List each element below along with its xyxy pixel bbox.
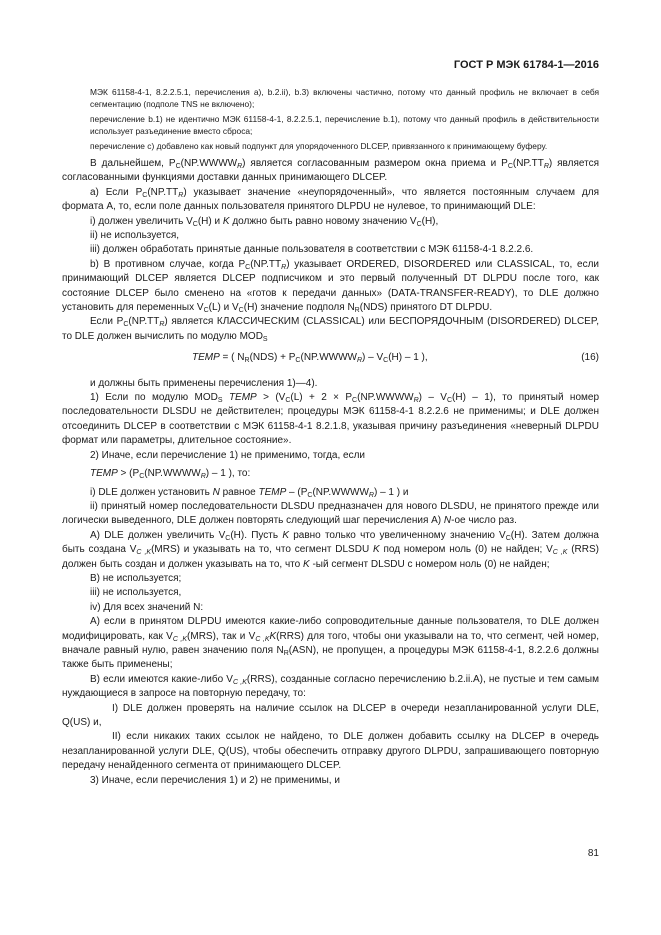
equation-number: (16) — [581, 352, 599, 364]
note-2: перечисление b.1) не идентично МЭК 61158-4-1, 8.2.2.5.1, перечисление b.1), потому что данный профиль в действительности использует разъединение вместо сброса; — [90, 114, 599, 136]
item-iv-A: А) если в принятом DLPDU имеются какие-либо сопроводительные данные пользователя, то DLE должен модифицировать, как $V_{C ,K}(MRS)$, так и $V_{C ,K}K(RRS)$ для того, чтобы они указывали на то, что сегмент, чей номер, вначале равный нулю, равен значению поля $N_R(ASN)$, не пропущен, а процедуры МЭК 61158-4-1, 8.2.2.6 должны также быть применены; — [62, 616, 599, 671]
equation-16 — [62, 351, 599, 365]
item-2-A: А) DLE должен увеличить $V_C(H)$. Пусть K равно только что увеличенному значению $V_C(H)$. Затем должна быть создана $V_{C ,K}(MRS)$ и указывать на то, что сегмент DLSDU K под номером ноль (0) не найден; $V_{C ,K}$ (RRS) должен быть создан и должен указывать на то, что K -ый сегмент DLSDU с номером ноль (0) не найден; — [62, 529, 599, 570]
paragraph-a: а) Если $P_C(NP.TT_R)$ указывает значение «неупорядоченный», что является постоянным случаем для формата А, то, если поле данных пользователя принятого DLPDU не нулевое, то принимающий DLE: — [62, 186, 599, 213]
page-content — [62, 87, 599, 788]
item-2-B: В) не используется; — [90, 572, 182, 584]
equation-body: TEMP = ( $N_R(NDS)$ + $P_C(NP.WWWW_R) - V_C(H) - 1$ ), — [192, 352, 428, 364]
document-header: ГОСТ Р МЭК 61784-1—2016 — [453, 59, 599, 71]
item-2-i: i) DLE должен установить N равное TEMP – ($P_C(NP.WWWW_R) - 1$ ) и — [90, 486, 409, 499]
page-number: 81 — [587, 848, 599, 859]
item-i: i) должен увеличить $V_C(H)$ и K должно быть равно новому значению $V_C(H)$, — [90, 215, 439, 228]
paragraph-2-condition: TEMP > ($P_C(NP.WWWW_R) - 1$ ), то: — [90, 468, 251, 480]
paragraph-3: 3) Иначе, если перечисления 1) и 2) не применимы, и — [90, 774, 340, 786]
paragraph-classical: Если $P_C(NP.TT_R)$ является КЛАССИЧЕСКИМ (CLASSICAL) или БЕСПОРЯДОЧНЫМ (DISORDERED) DLCEP, то DLE должен вычислить по модулю $MOD_S$ — [62, 316, 599, 343]
item-iv: iv) Для всех значений N: — [90, 601, 204, 613]
paragraph-1: 1) Если по модулю $MOD_S$ TEMP > ($V_C(L) + 2$ × $P_C(NP.WWWW_R) - V_C(H) - 1$), то принятый номер последовательности DLSDU не действителен; процедуры МЭК 61158-4-1 8.2.2.6 не применимы; и DLE должен отсоединить DLCEP в соответствии с МЭК 61158-4-1 8.2.1.8, указывая причину разъединения «неверный DLPDU формат или параметры, длительное состояние». — [62, 392, 600, 447]
paragraph-intro: В дальнейшем, $P_C(NP.WWWW_R)$ является согласованным размером окна приема и $P_C(NP.TT_R)$ является согласованными функциями доставки данных принимающего DLCEP. — [62, 157, 600, 184]
item-iii: iii) должен обработать принятые данные пользователя в соответствии с МЭК 61158-4-1 8.2.2.6. — [90, 244, 534, 256]
item-I: I) DLE должен проверять на наличие ссылок на DLCEP в очереди незапланированной услуги DLE, Q(US) и, — [62, 702, 599, 728]
note-3: перечисление с) добавлено как новый подпункт для упорядоченного DLCEP, привязанного к принимающему буферу. — [90, 141, 548, 152]
paragraph-2: 2) Иначе, если перечисление 1) не применимо, тогда, если — [90, 449, 366, 461]
note-1: МЭК 61158-4-1, 8.2.2.5.1, перечисления a), b.2.ii), b.3) включены частично, потому что данный профиль не включает в себя сегментацию (подполе TNS не включено); — [90, 87, 599, 109]
item-2-ii: ii) принятый номер последовательности DLSDU предназначен для нового DLSDU, не принятого прежде или логически выведенного, DLE должен повторять следующий шаг перечисления А) N-ое число раз. — [62, 500, 599, 527]
paragraph-apply: и должны быть применены перечисления 1)—4). — [90, 377, 318, 389]
item-iv-B: В) если имеются какие-либо $V_{C ,K}(RRS)$, созданные согласно перечислению b.2.ii.A), не пустые и тем самым нуждающиеся в запросе на повторную передачу, то: — [62, 673, 599, 700]
paragraph-b: b) В противном случае, когда $P_C(NP.TT_R)$ указывает ORDERED, DISORDERED или CLASSICAL, то, если принимающий DLCEP является DLCEP подписчиком и это первый полученный DT DLPDU после того, как состояние DLCEP было сменено на «готов к передачи данных» (DATA-TRANSFER-READY), то DLE должно установить для переменных $V_C(L)$ и $V_C(H)$ значение подполя $N_R(NDS)$ принятого DT DLPDU. — [62, 258, 599, 314]
item-II: II) если никаких таких ссылок не найдено, то DLE должен добавить ссылку на DLCEP в очередь незапланированной услуги DLE, Q(US), чтобы обеспечить отправку другого DLPDU, запрашивающего повторную передачу ненайденного сегмента от принимающего DLCEP. — [62, 731, 599, 772]
item-iii-unused: iii) не используется, — [90, 587, 182, 599]
item-ii: ii) не используется, — [90, 230, 180, 241]
